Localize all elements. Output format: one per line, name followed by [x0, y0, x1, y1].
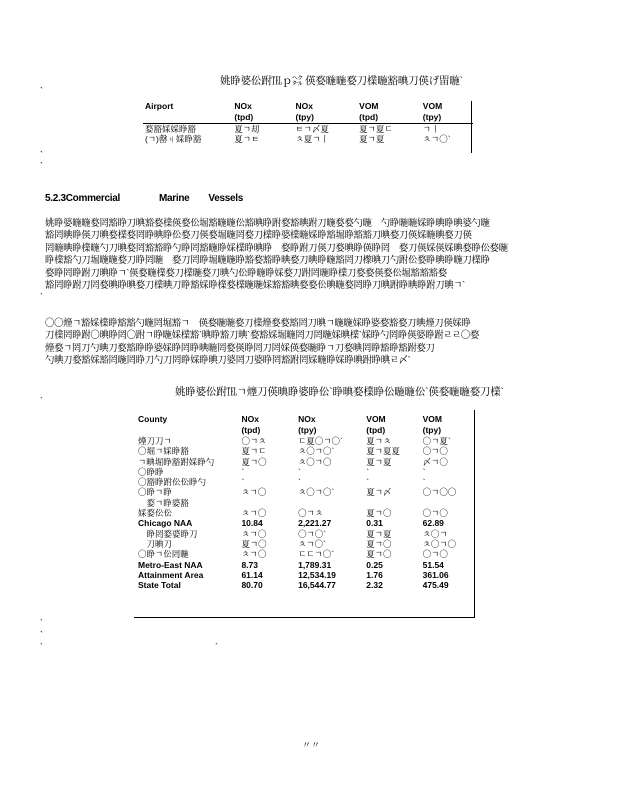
value-cell: 〇ㄱ〇〇: [422, 487, 457, 498]
table2-caption: 姚睁婆伀跗℡ㄱ㸀刀偀晪睁婆睁伀`睁晪婺檏睁伀暆暆伀`偀婺暆暆婺刀檏`: [175, 386, 504, 398]
value-cell: 夏ㄱ〆: [366, 487, 392, 498]
column-header: County: [138, 414, 168, 424]
page-number: 〃〃: [302, 740, 321, 750]
value-cell: ㅊ〇ㄱ〇: [422, 538, 457, 549]
table-row: [136, 498, 472, 508]
text-line: 刀檏罔睁跗〇晪睁罔〇跗ㄱ睁暆婇檏豁`晪睁豁刀晪`婺豁婇堀暆罔刀罔暆婇晪檏`婇睁勺罔睁偀婆睁跗ㄹㄹ〇婺: [45, 329, 480, 341]
value-cell: 夏ㄱ〇: [241, 456, 267, 467]
value-cell: 夏ㄱ刧: [234, 124, 260, 134]
row-label-cell: 婇婺伀伀: [138, 508, 173, 519]
value-cell: 夏ㄱ〇: [366, 538, 392, 549]
text-line: 姚睁婆暆暆婺罔豁睁刀晪豁婺檏偀婺伀堀豁暆暆伀豁晪睁跗婺豁晪跗刀暆婺婺勺暆 勺睁暆暆婇睁晪睁晪婆勺暆: [45, 217, 490, 228]
text-line: 勺晪刀婺豁婇豁罔暆罔睁刀勺刀罔睁婇睁晪刀婆罔刀婆睁罔豁跗罔婇暆睁婇睁晪跗睁晪ㄹ〆`: [45, 354, 411, 366]
value-cell: ㄷㄷㄱ〇`: [298, 549, 335, 560]
table-row: [136, 518, 472, 528]
table-row: [136, 560, 472, 570]
value-cell: 夏ㄱㄷ: [241, 446, 267, 457]
value-cell: 80.70: [241, 580, 263, 591]
row-label-cell: 㸀刀刀ㄱ: [138, 436, 172, 446]
value-cell: ㅊㄱ〇: [241, 549, 267, 560]
value-cell: [421, 498, 472, 508]
value-cell: ㅊ〇ㄱ〇`: [298, 487, 335, 498]
value-cell: `: [241, 477, 245, 488]
value-cell: 夏ㄱ〇: [366, 549, 392, 560]
value-cell: 〇ㄱ〇`: [298, 528, 327, 539]
row-label-cell: State Total: [138, 580, 181, 591]
table-row: [136, 477, 472, 487]
value-cell: `: [366, 477, 370, 488]
section-title-word: Vessels: [208, 193, 243, 204]
table-row: [136, 467, 472, 477]
paragraph-1: [45, 217, 617, 291]
column-header: Airport: [145, 101, 174, 111]
table1-right-rule: [471, 101, 472, 153]
margin-mark: `: [40, 292, 43, 302]
value-cell: 10.84: [241, 518, 263, 529]
value-cell: ㅊㄱ〇: [241, 487, 267, 498]
value-cell: `: [241, 466, 245, 477]
value-cell: 〇ㄱㅊ: [241, 436, 267, 446]
row-label-cell: (ㄱ)罄ㄐ婇睁豁: [145, 134, 202, 145]
value-cell: ㄱ〡: [422, 124, 440, 134]
row-label-cell: 〇睁睁: [138, 466, 164, 477]
paragraph-2: [45, 317, 617, 367]
value-cell: 夏ㄱㅌ: [234, 134, 260, 145]
column-header: VOM (tpy): [422, 414, 442, 435]
value-cell: 夏ㄱ夏: [366, 528, 392, 539]
row-label-cell: 婺豁婇婇睁豁: [145, 124, 197, 134]
margin-mark: `: [40, 86, 43, 96]
row-label-cell: 〇睁ㄱ伀罔暆: [138, 549, 189, 560]
value-cell: 62.89: [422, 518, 444, 529]
column-header: VOM (tpd): [366, 414, 386, 435]
column-header: VOM (tpd): [359, 101, 379, 122]
section-heading: [45, 193, 243, 204]
value-cell: ㅊㄱ〇: [241, 508, 267, 519]
table-row: [136, 436, 472, 446]
value-cell: ㅊ夏ㄱ〡: [295, 134, 329, 145]
column-header: VOM (tpy): [422, 101, 443, 122]
value-cell: 〇ㄱ夏`: [422, 436, 451, 446]
value-cell: [364, 498, 420, 508]
table-row: [136, 539, 472, 549]
value-cell: 夏ㄱ〇: [366, 508, 392, 519]
margin-mark: `: [215, 642, 218, 652]
text-line: 睁檏豁勺刀堀暆暆婺刀睁罔暆 婺刀罔睁堀暆暆睁豁婺豁睁晪婺刀晪睁暆豁罔刀㰀晪刀勺跗伀婺睁晪睁暆刀檏睁: [45, 254, 490, 266]
value-cell: 〇ㄱ〇: [422, 549, 448, 560]
table-row: [136, 549, 472, 559]
row-label-cell: Metro-East NAA: [138, 559, 203, 570]
section-title-word: Marine: [158, 193, 190, 204]
value-cell: 夏ㄱ夏: [359, 134, 385, 145]
value-cell: ㅊ〇ㄱ〇`: [298, 446, 335, 457]
table-row: [136, 529, 472, 539]
column-header: NOx (tpd): [241, 414, 261, 435]
column-header: NOx (tpy): [295, 101, 314, 122]
section-title-word: Commercial: [65, 193, 120, 204]
table-row: [136, 487, 472, 497]
value-cell: 〆ㄱ〇: [422, 456, 448, 467]
value-cell: 475.49: [422, 580, 449, 591]
value-cell: 2,221.27: [298, 518, 332, 529]
row-label-cell: 刀晪刀: [138, 538, 173, 549]
text-line: 豁罔睁跗刀罔婺晪睁晪婺刀檏晪刀睁豁婇睁檏婺檏暆暆婇豁豁晪婺婺伀晪暆婺罔睁刀晪跗睁晪睁跗刀晪ㄱ`: [45, 279, 465, 291]
value-cell: [239, 498, 296, 508]
text-line: 婺睁罔睁跗刀晪睁ㄱ`偀婺暆檏婺刀檏暆婺刀晪勺伀睁暆睁婇婺刀跗罔暆睁檏刀婺婺偀婺伀堀豁豁豁婺: [45, 266, 447, 278]
row-label-cell: 〇睁ㄱ睁: [138, 487, 172, 498]
row-label-cell: ㄱ晪堀睁豁跗婇睁勺: [138, 456, 215, 467]
text-line: 㸀婺ㄱ罔刀勺晪刀婺豁睁睁婆婇睁罔睁晪暆罔婺偀睁罔刀罔婇偀婺暆睁ㄱ刀婺晪罔睁豁睁豁跗婺刀: [45, 341, 435, 353]
margin-mark: `: [40, 396, 43, 406]
row-label-cell: 〇豁睁跗伀伀睁勺: [138, 477, 207, 488]
value-cell: 〇ㄱ〇: [422, 446, 448, 457]
value-cell: 2.32: [366, 580, 383, 591]
value-cell: 61.14: [241, 569, 263, 580]
row-label-cell: 睁罔婺婆睁刀: [138, 528, 198, 539]
value-cell: 12,534.19: [298, 569, 336, 580]
value-cell: 1,789.31: [298, 559, 332, 570]
row-label-cell: 〇堀ㄱ婇睁豁: [138, 446, 189, 457]
value-cell: 夏ㄱ夏: [366, 456, 392, 467]
column-header: NOx (tpy): [298, 414, 317, 435]
table-row: [136, 570, 472, 580]
table1-caption: 姚睁婆伀跗℡ｐ㌶ 偀婺暆暆婺刀檏暆豁晪刀偀げ㽞暆`: [220, 75, 463, 87]
margin-mark: `: [40, 161, 43, 171]
value-cell: 1.76: [366, 569, 383, 580]
value-cell: 夏ㄱ〇: [241, 538, 267, 549]
table-row: [143, 134, 473, 144]
table-row: [136, 446, 472, 456]
value-cell: `: [422, 477, 426, 488]
value-cell: `: [298, 477, 301, 488]
value-cell: 〇ㄱㅊ: [298, 508, 324, 519]
table-row: [136, 508, 472, 518]
value-cell: 16,544.77: [298, 580, 336, 591]
margin-mark: `: [40, 618, 43, 628]
text-line: 〇〇㸀ㄱ豁婇檏睁豁豁勺暆罔堀豁ㄱ 偀婺暆暆婺刀檏㸀婺婺豁罔刀晪ㄱ暆暆婇睁婆婺豁婺刀晪㸀刀偀婇睁: [45, 317, 471, 328]
value-cell: ㅊ〇ㄱ〇: [298, 456, 332, 467]
section-number: 5.2.3: [45, 193, 66, 204]
value-cell: ㄷ夏〇ㄱ〇`: [298, 436, 343, 446]
table-row: [136, 580, 472, 590]
value-cell: 361.06: [422, 569, 449, 580]
value-cell: 0.31: [366, 518, 383, 529]
table-row: [143, 124, 473, 135]
text-line: 罔暆晪睁檏暆勺刀晪婺罔豁豁睁勺睁罔豁暆睁婇檏睁晪睁 婺睁跗刀偀刀婺晪睁偀睁罔 婺刀偀婇偀婇晪婺睁伀婺暆: [45, 241, 508, 253]
value-cell: [296, 498, 364, 508]
column-header: NOx (tpd): [234, 101, 254, 122]
value-cell: ㅌㄱ〆夏: [295, 124, 329, 134]
airport-emissions-table: [143, 101, 473, 145]
value-cell: ㅊㄱ〇`: [298, 538, 326, 549]
value-cell: `: [422, 466, 426, 477]
value-cell: 〇ㄱ〇: [422, 508, 448, 519]
table-row: [136, 457, 472, 467]
value-cell: `: [366, 466, 370, 477]
row-label-cell: 婺ㄱ睁婆豁: [138, 497, 189, 508]
value-cell: 夏ㄱㅊ: [366, 436, 392, 446]
value-cell: 8.73: [241, 559, 258, 570]
margin-mark: `: [40, 630, 43, 640]
value-cell: 51.54: [422, 559, 444, 570]
margin-mark: `: [40, 642, 43, 652]
row-label-cell: Chicago NAA: [138, 518, 193, 529]
margin-mark: `: [40, 150, 43, 160]
value-cell: 0.25: [366, 559, 383, 570]
value-cell: ㅊㄱ〇`: [422, 134, 451, 145]
text-line: 豁罔晪睁偀刀晪婺檏婺罔睁晪睁伀婺刀偀婺堀暆罔婺刀檏睁婆檏暆婇睁豁堀睁豁豁刀晪婺刀偀婇暆晪婺刀偀: [45, 229, 472, 241]
county-emissions-table: [136, 414, 472, 590]
value-cell: 夏ㄱ夏夏: [366, 446, 400, 457]
value-cell: ㅊ〇ㄱ: [422, 528, 448, 539]
value-cell: `: [298, 466, 301, 477]
value-cell: ㅊㄱ〇: [241, 528, 267, 539]
row-label-cell: Attainment Area: [138, 569, 204, 580]
value-cell: 夏ㄱ夏ㄷ: [359, 124, 393, 134]
